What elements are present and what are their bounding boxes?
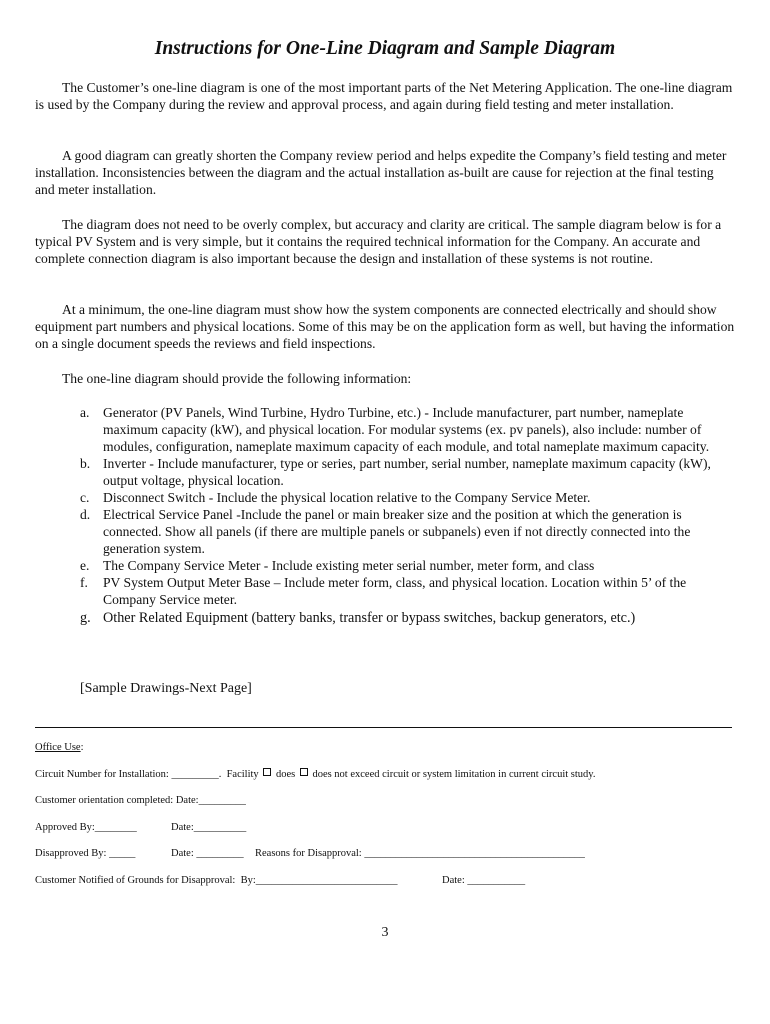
list-item: d. Electrical Service Panel -Include the panel or main breaker size and the position at which the generation is connected. Show all panels (if there are multiple panels or subpanels) even if not directly connected into the generation system. — [80, 507, 691, 556]
list-intro-paragraph: The one-line diagram should provide the following information: — [62, 371, 412, 386]
disapproved-by-field: Disapproved By: _____ — [35, 848, 136, 859]
accuracy-paragraph: The diagram does not need to be overly complex, but accuracy and clarity are critical. The sample diagram below is for a typical PV System and is very simple, but it contains the required technical information for the Company. An accurate and complete connection diagram is also important because the design and installation of these systems is not routine. — [35, 217, 722, 266]
page-number: 3 — [381, 925, 389, 940]
office-use-heading: Office Use: — [35, 742, 84, 753]
notified-by-field: Customer Notified of Grounds for Disapproval: By:___________________________ — [35, 875, 398, 886]
page-title: Instructions for One-Line Diagram and Sample Diagram — [154, 38, 616, 59]
list-item: g. Other Related Equipment (battery banks, transfer or bypass switches, backup generators, etc.) — [80, 610, 636, 626]
list-item: e. The Company Service Meter - Include existing meter serial number, meter form, and class — [80, 558, 595, 573]
checkbox-icon[interactable] — [263, 768, 271, 776]
list-item: f. PV System Output Meter Base – Include meter form, class, and physical location. Location within 5’ of the Company Service meter. — [80, 575, 687, 607]
orientation-line: Customer orientation completed: Date:_________ — [35, 795, 246, 806]
disapproval-reasons-field: Reasons for Disapproval: __________________________________________ — [255, 848, 585, 859]
approved-date-field: Date:__________ — [171, 822, 247, 833]
minimum-requirements-paragraph: At a minimum, the one-line diagram must show how the system components are connected electrically and should show equipment part numbers and physical locations. Some of this may be on the application form as well, but having the information on a single document speeds the reviews and field inspections. — [35, 302, 735, 351]
section-divider — [35, 727, 732, 728]
list-item: a. Generator (PV Panels, Wind Turbine, Hydro Turbine, etc.) - Include manufacturer, part number, nameplate maximum capacity (kW), and physical location. For modular systems (ex. pv panels), also include: number of modules, configuration, nameplate maximum capacity of each module, and total nameplate maximum capacity. — [80, 405, 710, 454]
notified-date-field: Date: ___________ — [442, 875, 526, 886]
approved-by-field: Approved By:________ — [35, 822, 137, 833]
next-page-note: [Sample Drawings-Next Page] — [80, 681, 252, 696]
requirements-list — [80, 404, 732, 627]
disapproved-date-field: Date: _________ — [171, 848, 244, 859]
list-item: c. Disconnect Switch - Include the physical location relative to the Company Service Meter. — [80, 490, 591, 505]
checkbox-icon[interactable] — [300, 768, 308, 776]
diagram-benefit-paragraph: A good diagram can greatly shorten the Company review period and helps expedite the Company’s field testing and meter installation. Inconsistencies between the diagram and the actual installation as-built are cause for rejection at the final testing and meter installation. — [35, 148, 727, 197]
intro-paragraph: The Customer’s one-line diagram is one of the most important parts of the Net Metering Application. The one-line diagram is used by the Company during the review and approval process, and again during field testing and meter installation. — [35, 80, 733, 112]
circuit-number-line: Circuit Number for Installation: _________. Facility does does not exceed circuit or system limitation in current circuit study. — [35, 769, 596, 780]
list-item: b. Inverter - Include manufacturer, type or series, part number, serial number, nameplate maximum capacity (kW), output voltage, physical location. — [80, 456, 711, 488]
